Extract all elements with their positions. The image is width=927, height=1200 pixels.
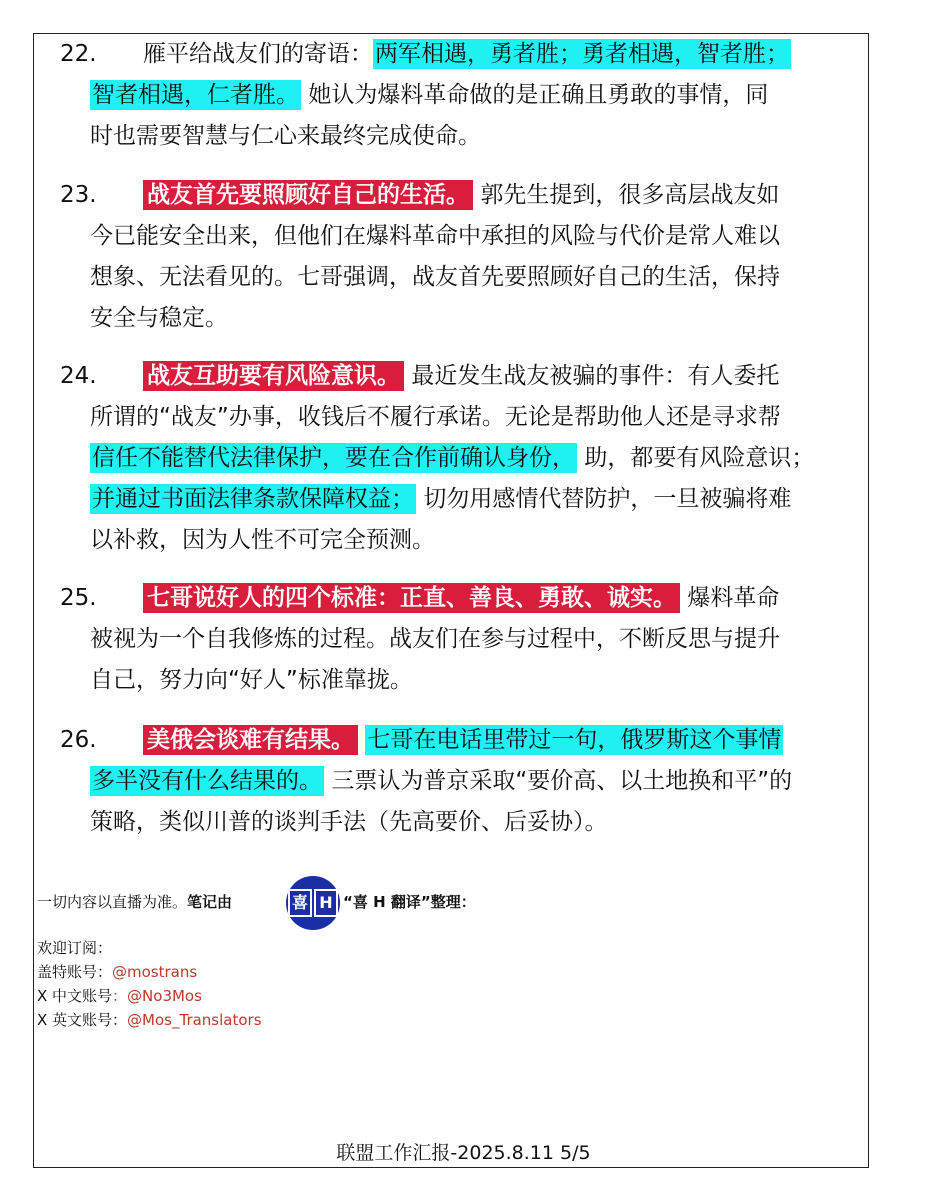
line-text	[90, 397, 781, 438]
footer-note	[37, 890, 232, 914]
plain-text: 策略，类似川普的谈判手法（先高要价、后妥协）。	[90, 809, 608, 835]
line-text	[90, 257, 780, 298]
x-english-account	[37, 1008, 262, 1032]
x-en-label: X 英文账号：	[37, 1011, 128, 1029]
item-line	[60, 578, 860, 619]
line-text	[90, 116, 481, 157]
plain-text: 切勿用感情代替防护，一旦被骗将难	[423, 486, 792, 512]
item-number: 25.	[60, 585, 97, 611]
item-25	[60, 578, 860, 701]
gettr-handle-link[interactable]: @mostrans	[112, 963, 198, 981]
line-text	[143, 175, 779, 216]
item-23	[60, 175, 860, 339]
plain-text: 三票认为普京采取“要价高、以土地换和平”的	[331, 768, 793, 794]
red-highlight-heading: 战友首先要照顾好自己的生活。	[143, 180, 473, 210]
x-en-handle-link[interactable]: @Mos_Translators	[127, 1011, 262, 1029]
item-line	[60, 438, 860, 479]
gettr-account	[37, 960, 197, 984]
item-line	[60, 298, 860, 339]
logo-char-xi: 喜	[288, 889, 312, 917]
item-number: 24.	[60, 363, 97, 389]
item-number: 22.	[60, 41, 97, 67]
plain-text: 她认为爆料革命做的是正确且勇敢的事情，同	[308, 82, 769, 108]
line-text	[90, 298, 228, 339]
cyan-highlight-text: 智者相遇，仁者胜。	[92, 82, 299, 108]
footer-credit: “喜 H 翻译”整理：	[343, 893, 476, 911]
subscribe-heading: 欢迎订阅：	[37, 939, 113, 957]
item-line	[60, 520, 860, 561]
item-26	[60, 720, 860, 843]
line-text	[143, 720, 783, 761]
plain-text: 想象、无法看见的。七哥强调，战友首先要照顾好自己的生活，保持	[90, 264, 780, 290]
line-text	[90, 619, 780, 660]
item-line	[60, 356, 860, 397]
item-line	[60, 802, 860, 843]
item-line	[60, 175, 860, 216]
item-24	[60, 356, 860, 561]
line-text	[90, 75, 768, 116]
item-line	[60, 34, 860, 75]
item-line	[60, 216, 860, 257]
plain-text: 最近发生战友被骗的事件：有人委托	[411, 363, 780, 389]
x-cn-label: X 中文账号	[37, 987, 113, 1005]
item-line	[60, 761, 860, 802]
plain-text: 安全与稳定。	[90, 305, 228, 331]
page-footer: 联盟工作汇报-2025.8.11 5/5	[336, 1142, 591, 1164]
line-text	[143, 578, 779, 619]
item-line	[60, 257, 860, 298]
red-highlight-heading: 七哥说好人的四个标准：正直、善良、勇敢、诚实。	[143, 583, 680, 613]
item-line	[60, 619, 860, 660]
item-line	[60, 75, 860, 116]
line-text	[90, 802, 608, 843]
line-text	[90, 479, 791, 520]
footer-note-text: 一切内容以直播为准。	[37, 893, 188, 911]
item-number: 23.	[60, 182, 97, 208]
xi-h-translation-logo	[286, 876, 340, 930]
line-text	[90, 660, 413, 701]
cyan-highlight-text: 信任不能替代法律保护，要在合作前确认身份，	[92, 445, 575, 471]
line-text	[90, 438, 814, 479]
plain-text: 被视为一个自我修炼的过程。战友们在参与过程中，不断反思与提升	[90, 626, 780, 652]
plain-text: 以补救，因为人性不可完全预测。	[90, 527, 435, 553]
line-text	[143, 356, 779, 397]
plain-text: 助，都要有风险意识；	[584, 445, 815, 471]
plain-text: 所谓的“战友”办事，收钱后不履行承诺。无论是帮助他人还是寻求帮	[90, 404, 781, 430]
cyan-highlight-text: 并通过书面法律条款保障权益；	[92, 486, 414, 512]
item-number: 26.	[60, 727, 97, 753]
plain-text: 今已能安全出来，但他们在爆料革命中承担的风险与代价是常人难以	[90, 223, 780, 249]
line-text	[143, 34, 791, 75]
cyan-highlight-text: 两军相遇，勇者胜；勇者相遇，智者胜；	[375, 41, 789, 67]
item-line	[60, 660, 860, 701]
plain-text: 爆料革命	[687, 585, 780, 611]
red-highlight-heading: 美俄会谈难有结果。	[143, 725, 358, 755]
line-text	[90, 761, 792, 802]
item-line	[60, 720, 860, 761]
cyan-highlight-text: 七哥在电话里带过一句，俄罗斯这个事情	[367, 727, 782, 753]
plain-text: 雁平给战友们的寄语：	[143, 41, 373, 67]
line-text	[90, 216, 780, 257]
x-chinese-account	[37, 984, 202, 1008]
footer-note-bold: 笔记由	[187, 893, 233, 911]
cyan-highlight-text: 多半没有什么结果的。	[92, 768, 322, 794]
gettr-label: 盖特账号：	[37, 963, 113, 981]
item-line	[60, 479, 860, 520]
plain-text: 时也需要智慧与仁心来最终完成使命。	[90, 123, 481, 149]
item-22	[60, 34, 860, 157]
logo-char-h: H	[314, 889, 338, 917]
item-line	[60, 116, 860, 157]
plain-text: 郭先生提到，很多高层战友如	[480, 182, 780, 208]
plain-text: 自己，努力向“好人”标准靠拢。	[90, 667, 413, 693]
x-cn-handle-link[interactable]: ：@No3Mos	[112, 987, 202, 1005]
line-text	[90, 520, 435, 561]
red-highlight-heading: 战友互助要有风险意识。	[143, 361, 404, 391]
item-line	[60, 397, 860, 438]
